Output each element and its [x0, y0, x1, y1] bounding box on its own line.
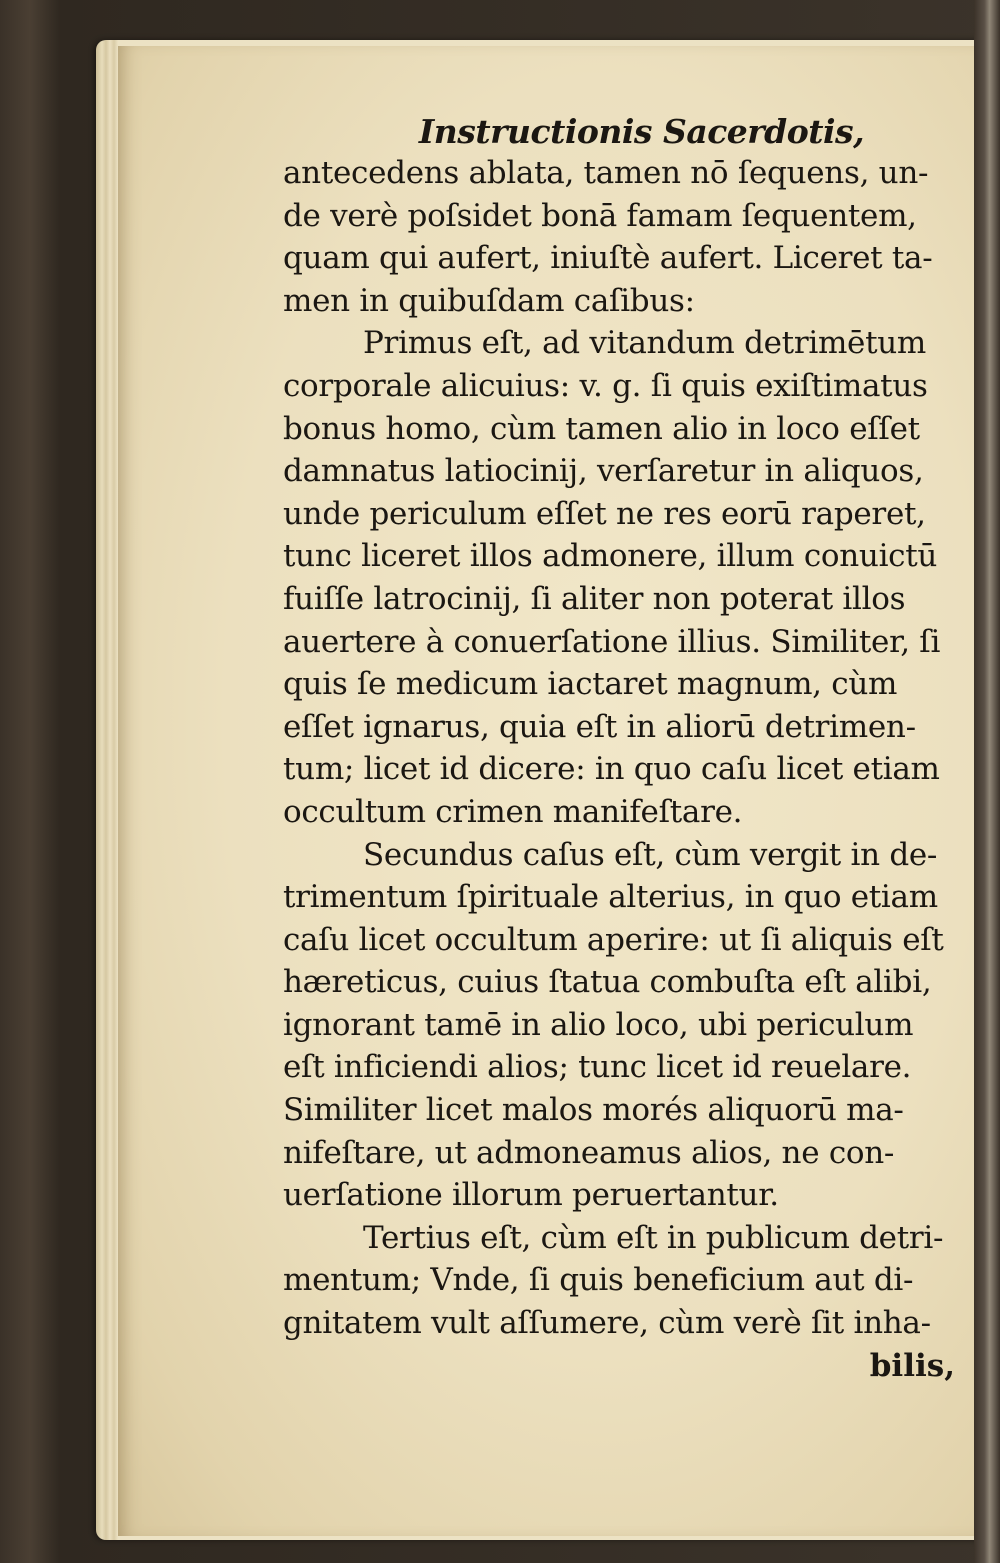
text-line: unde periculum eſſet ne res eorū raperet,: [283, 495, 926, 532]
text-line: caſu licet occultum aperire: ut ſi aliquis eſt: [283, 921, 944, 958]
text-line: uerſatione illorum peruertantur.: [283, 1177, 779, 1214]
text-line: auertere à conuerſatione illius. Similiter, ſi: [283, 623, 941, 660]
text-line: gnitatem vult aſſumere, cùm verè ſit inha-: [283, 1305, 931, 1342]
text-line: fuiſſe latrocinij, ſi aliter non poterat illos: [283, 580, 906, 617]
text-line: eſt inficiendi alios; tunc licet id reuelare.: [283, 1049, 912, 1086]
text-line: Primus eſt, ad vitandum detrimētum: [363, 325, 927, 362]
text-line: ignorant tamē in alio loco, ubi periculum: [283, 1006, 914, 1043]
text-line: trimentum ſpirituale alterius, in quo etiam: [283, 879, 938, 916]
text-line: tum; licet id dicere: in quo caſu licet etiam: [283, 751, 940, 788]
catchword: bilis,: [869, 1347, 955, 1384]
text-line: eſſet ignarus, quia eſt in aliorū detrimen-: [283, 708, 916, 745]
text-line: men in quibuſdam caſibus:: [283, 282, 695, 319]
text-line: mentum; Vnde, ſi quis beneficium aut di-: [283, 1262, 914, 1299]
text-line: nifeſtare, ut admoneamus alios, ne con-: [283, 1134, 895, 1171]
text-line: Secundus caſus eſt, cùm vergit in de-: [363, 836, 938, 873]
text-line: damnatus latiocinij, verſaretur in aliquos,: [283, 453, 924, 490]
running-head: Instructionis Sacerdotis,: [418, 112, 865, 151]
text-line: antecedens ablata, tamen nō ſequens, un-: [283, 155, 929, 191]
text-line: tunc liceret illos admonere, illum conuictū: [283, 538, 938, 575]
text-line: quam qui aufert, iniuſtè aufert. Liceret ta-: [283, 240, 933, 277]
text-block: [283, 112, 955, 1387]
text-line: hæreticus, cuius ſtatua combuſta eſt alibi,: [283, 964, 932, 1001]
text-line: de verè poſsidet bonā famam ſequentem,: [283, 197, 917, 234]
text-line: quis ſe medicum iactaret magnum, cùm: [283, 666, 898, 703]
text-line: Tertius eſt, cùm eſt in publicum detri-: [363, 1219, 944, 1256]
binding-edge: [974, 0, 1000, 1563]
text-line: occultum crimen manifeſtare.: [283, 793, 743, 830]
text-line: corporale alicuius: v. g. ſi quis exiſtimatus: [283, 367, 928, 404]
text-line: Similiter licet malos morés aliquorū ma-: [283, 1092, 904, 1129]
text-line: bonus homo, cùm tamen alio in loco eſſet: [283, 410, 920, 447]
